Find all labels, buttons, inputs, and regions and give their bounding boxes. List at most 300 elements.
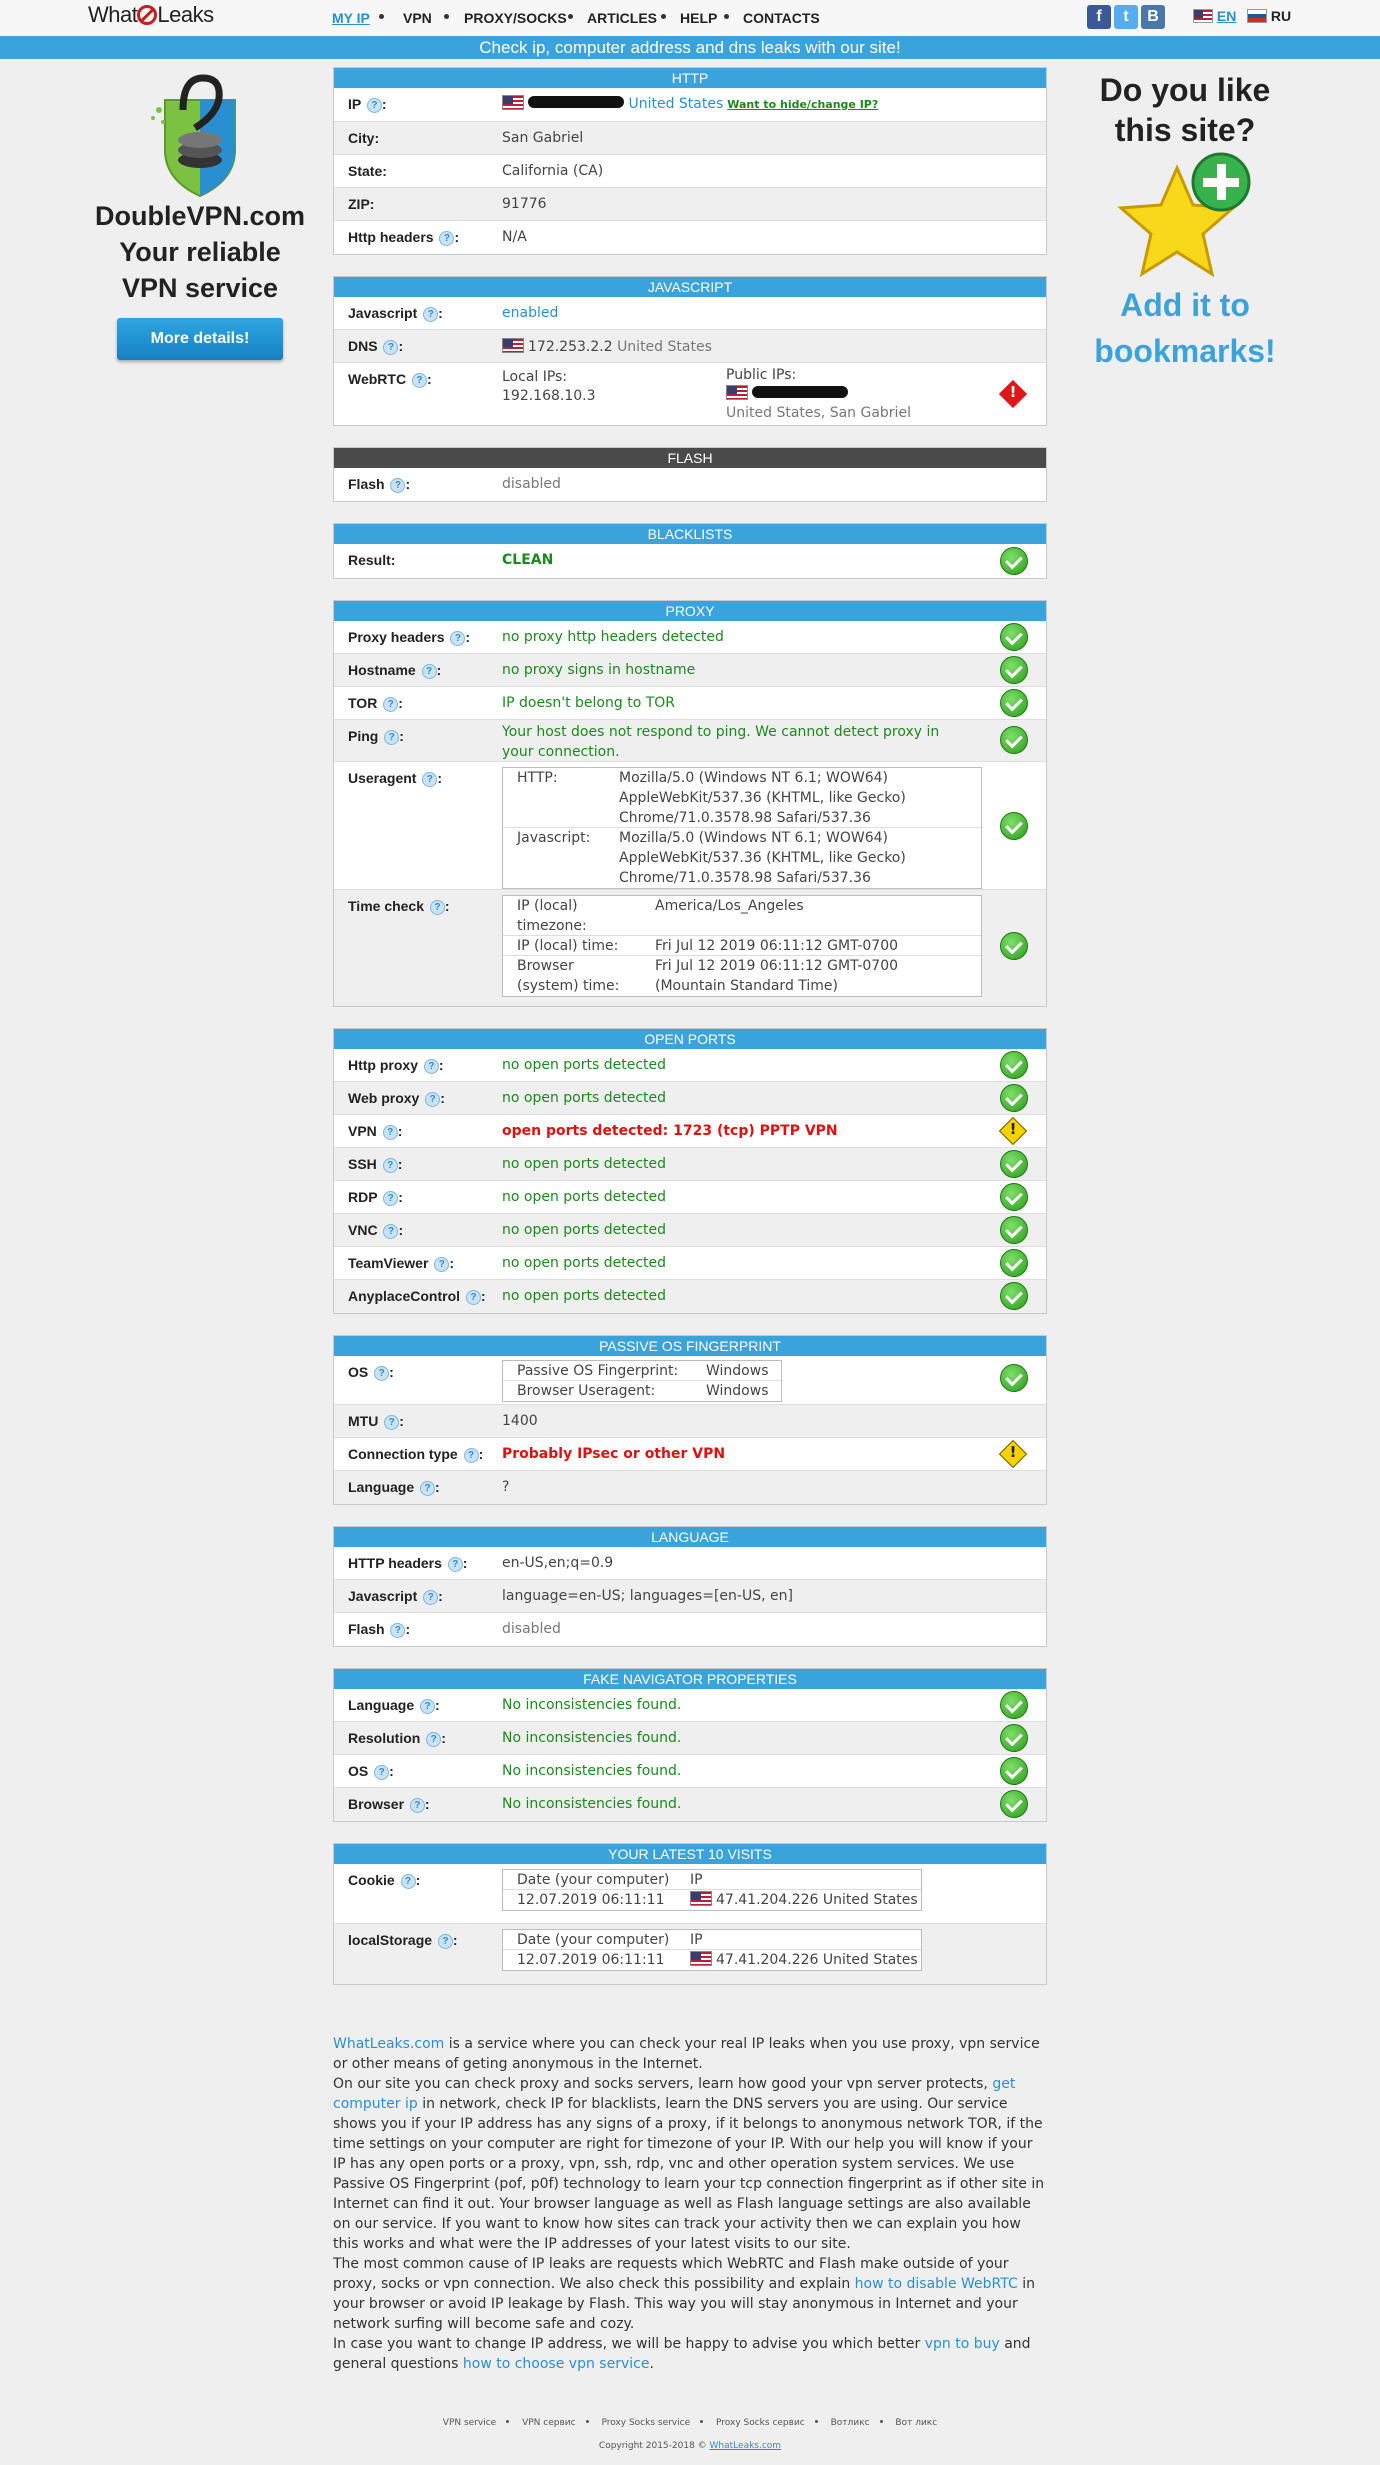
help-icon[interactable]: ? xyxy=(434,1257,449,1272)
vpn-to-buy-link[interactable]: vpn to buy xyxy=(924,2336,1000,2352)
localstorage-row xyxy=(334,1924,1046,1984)
browser-time-line-2: (Mountain Standard Time) xyxy=(655,978,838,994)
disable-webrtc-link[interactable]: how to disable WebRTC xyxy=(854,2276,1018,2292)
time-check-row xyxy=(334,890,1046,1006)
open-ports-section xyxy=(333,1028,1047,1314)
copyright-text: Copyright 2015-2018 © xyxy=(598,2441,710,2451)
port-row-rdp xyxy=(334,1181,1046,1214)
check-icon xyxy=(1000,1084,1028,1112)
fake-nav-value: No inconsistencies found. xyxy=(502,1730,682,1746)
promo-add-line-1: Add it to xyxy=(1120,287,1250,323)
check-icon xyxy=(1000,1364,1028,1392)
ip-label: IP xyxy=(348,96,361,112)
port-label: RDP xyxy=(348,1189,378,1205)
mtu-value: 1400 xyxy=(502,1413,538,1429)
us-flag-icon xyxy=(726,385,748,400)
help-icon[interactable]: ? xyxy=(401,1874,416,1889)
footer-separator xyxy=(700,2420,703,2423)
lang-flash-row xyxy=(334,1613,1046,1646)
top-navigation xyxy=(0,0,1380,36)
os-label: OS xyxy=(348,1364,369,1380)
javascript-label: Javascript xyxy=(348,305,418,321)
dns-label: DNS xyxy=(348,338,378,354)
ru-flag-icon xyxy=(1247,9,1267,23)
help-icon[interactable]: ? xyxy=(367,98,382,113)
port-row-anyplacecontrol xyxy=(334,1280,1046,1313)
ip-time-value: Fri Jul 12 2019 06:11:12 GMT-0700 xyxy=(655,938,899,954)
hostname-label: Hostname xyxy=(348,662,416,678)
footer-link-proxy-socks-ru[interactable]: Proxy Socks сервис xyxy=(716,2418,805,2428)
flash-label: Flash xyxy=(348,476,385,492)
row-label: OS ? : xyxy=(348,1763,394,1779)
us-flag-icon xyxy=(1193,9,1213,23)
row-label: TOR ? : xyxy=(348,695,403,711)
fake-nav-label: OS xyxy=(348,1763,369,1779)
help-icon[interactable]: ? xyxy=(383,1158,398,1173)
fake-nav-browser-row xyxy=(334,1788,1046,1821)
site-logo[interactable] xyxy=(88,2,214,28)
flash-section xyxy=(333,447,1047,502)
port-value: open ports detected: 1723 (tcp) PPTP VPN xyxy=(502,1123,838,1139)
tor-label: TOR xyxy=(348,695,378,711)
desc-para-3b: in your browser or avoid IP leakage by Flash. This way you will stay anonymous in Internet and your network surfing will become safe and cozy. xyxy=(333,2276,1035,2332)
mtu-label: MTU xyxy=(348,1413,379,1429)
help-icon[interactable]: ? xyxy=(466,1290,481,1305)
help-icon[interactable]: ? xyxy=(423,1590,438,1605)
help-icon[interactable]: ? xyxy=(420,1481,435,1496)
check-icon xyxy=(1000,689,1028,717)
help-icon[interactable]: ? xyxy=(425,1092,440,1107)
help-icon[interactable]: ? xyxy=(410,1798,425,1813)
timezone-label-line-2: timezone: xyxy=(517,918,587,934)
ua-js-line-3: Chrome/71.0.3578.98 Safari/537.36 xyxy=(619,870,871,886)
fake-navigator-section xyxy=(333,1668,1047,1822)
desc-para-4a: In case you want to change IP address, we will be happy to advise you which better xyxy=(333,2336,925,2352)
useragent-label: Useragent xyxy=(348,770,417,786)
row-label: Proxy headers ? : xyxy=(348,629,471,645)
whatleaks-link[interactable]: WhatLeaks.com xyxy=(333,2036,445,2052)
os-fingerprint-table xyxy=(502,1360,782,1402)
promo-question-line-1: Do you like xyxy=(1099,72,1271,108)
desc-para-2a: On our site you can check proxy and socks servers, learn how good your vpn server protects, xyxy=(333,2076,993,2092)
webrtc-label: WebRTC xyxy=(348,371,407,387)
local-ips xyxy=(502,368,596,406)
ping-value: Your host does not respond to ping. We cannot detect proxy in your connection. xyxy=(502,724,940,760)
fake-nav-label: Resolution xyxy=(348,1730,421,1746)
row-label: VPN ? : xyxy=(348,1123,403,1139)
time-check-label: Time check xyxy=(348,898,425,914)
local-ip-value: 192.168.10.3 xyxy=(502,388,596,404)
row-label: DNS ? : xyxy=(348,338,404,354)
promo-add-line-2: bookmarks! xyxy=(1094,333,1276,369)
http-headers-row xyxy=(334,221,1046,254)
row-label: localStorage ? : xyxy=(348,1932,458,1948)
help-icon[interactable]: ? xyxy=(390,1623,405,1638)
local-ips-label: Local IPs: xyxy=(502,369,568,385)
timezone-row xyxy=(503,896,981,936)
bookmark-promo[interactable] xyxy=(1080,70,1290,372)
visits-header-row xyxy=(503,1930,921,1950)
port-row-http-proxy xyxy=(334,1049,1046,1082)
flash-row xyxy=(334,468,1046,501)
port-row-vnc xyxy=(334,1214,1046,1247)
os-language-row xyxy=(334,1471,1046,1504)
row-label: HTTP headers ? : xyxy=(348,1555,468,1571)
nav-articles[interactable]: ARTICLES xyxy=(587,10,657,26)
browser-time-label-line-1: Browser xyxy=(517,958,574,974)
port-row-web-proxy xyxy=(334,1082,1046,1115)
visit-ip-value: 47.41.204.226 United States xyxy=(716,1892,918,1908)
row-label: OS ? : xyxy=(348,1364,394,1380)
row-label: Http proxy ? : xyxy=(348,1057,444,1073)
section-header: HTTP xyxy=(334,68,1046,88)
pof-label: Passive OS Fingerprint: xyxy=(517,1363,679,1379)
storage-visits-table xyxy=(502,1929,922,1971)
section-header: FLASH xyxy=(334,448,1046,468)
copyright-link[interactable]: WhatLeaks.com xyxy=(709,2441,782,2451)
row-label: Cookie ? : xyxy=(348,1872,421,1888)
browser-time-label-line-2: (system) time: xyxy=(517,978,620,994)
row-label: Browser ? : xyxy=(348,1796,430,1812)
port-row-vpn xyxy=(334,1115,1046,1148)
port-value: no open ports detected xyxy=(502,1090,667,1106)
os-row xyxy=(334,1356,1046,1405)
row-label: Resolution ? : xyxy=(348,1730,446,1746)
javascript-row xyxy=(334,297,1046,330)
port-label: Http proxy xyxy=(348,1057,418,1073)
blacklist-result-value: CLEAN xyxy=(502,552,554,568)
ip-country: United States xyxy=(628,96,724,112)
localstorage-label: localStorage xyxy=(348,1932,433,1948)
lang-en[interactable] xyxy=(1193,8,1236,24)
ping-label: Ping xyxy=(348,728,379,744)
browser-time-line-1: Fri Jul 12 2019 06:11:12 GMT-0700 xyxy=(655,958,899,974)
port-row-teamviewer xyxy=(334,1247,1046,1280)
help-icon[interactable]: ? xyxy=(464,1448,479,1463)
visit-ip xyxy=(690,1890,918,1910)
shield-logo-icon xyxy=(145,70,255,198)
section-header: JAVASCRIPT xyxy=(334,277,1046,297)
ua-http-value xyxy=(619,768,906,828)
desc-para-4c: . xyxy=(649,2356,654,2372)
cookie-label: Cookie xyxy=(348,1872,395,1888)
footer-link-proxy-socks[interactable]: Proxy Socks service xyxy=(601,2418,691,2428)
choose-vpn-link[interactable]: how to choose vpn service xyxy=(462,2356,650,2372)
timezone-label-line-1: IP (local) xyxy=(517,898,578,914)
proxy-headers-label: Proxy headers xyxy=(348,629,445,645)
port-value: no open ports detected xyxy=(502,1288,667,1304)
ip-value xyxy=(502,95,878,112)
useragent-row xyxy=(334,762,1046,890)
public-ips xyxy=(726,366,911,423)
section-header: PROXY xyxy=(334,601,1046,621)
connection-type-row xyxy=(334,1438,1046,1471)
footer-separator xyxy=(815,2420,818,2423)
check-icon xyxy=(1000,1150,1028,1178)
col-date-header: Date (your computer) xyxy=(517,1932,670,1948)
lang-flash-label: Flash xyxy=(348,1621,385,1637)
port-value: no open ports detected xyxy=(502,1189,667,1205)
desc-para-1: is a service where you can check your real IP leaks when you use proxy, vpn service or other means of geting anonymous in the Internet. xyxy=(333,2036,1040,2072)
port-value: no open ports detected xyxy=(502,1255,667,1271)
language-section xyxy=(333,1526,1047,1647)
tor-value: IP doesn't belong to TOR xyxy=(502,695,676,711)
help-icon[interactable]: ? xyxy=(423,307,438,322)
row-label: Connection type ? : xyxy=(348,1446,484,1462)
proxy-headers-value: no proxy http headers detected xyxy=(502,629,724,645)
twitter-icon[interactable]: t xyxy=(1114,5,1138,29)
hide-ip-link[interactable]: Want to hide/change IP? xyxy=(727,98,879,111)
zip-row xyxy=(334,188,1046,221)
col-ip-header: IP xyxy=(690,1932,703,1948)
ua-js-line-1: Mozilla/5.0 (Windows NT 6.1; WOW64) xyxy=(619,830,888,846)
nav-separator xyxy=(661,14,666,19)
row-label: Web proxy ? : xyxy=(348,1090,445,1106)
row-label: Http headers ? : xyxy=(348,229,460,245)
footer-link-whatleaks-ru-2[interactable]: Вот ликс xyxy=(895,2418,938,2428)
footer-link-vpn-service-ru[interactable]: VPN сервис xyxy=(522,2418,576,2428)
row-label: WebRTC ? : xyxy=(348,371,432,387)
check-icon xyxy=(1000,1282,1028,1310)
get-computer-ip-link[interactable]: get computer ip xyxy=(333,2076,1016,2112)
help-icon[interactable]: ? xyxy=(383,340,398,355)
help-icon[interactable]: ? xyxy=(426,1732,441,1747)
os-language-value: ? xyxy=(502,1479,510,1495)
doublevpn-ad[interactable] xyxy=(85,70,315,360)
row-label: Time check ? : xyxy=(348,898,450,914)
help-icon[interactable]: ? xyxy=(424,1059,439,1074)
http-headers-value: N/A xyxy=(502,229,527,245)
copyright xyxy=(0,2441,1380,2451)
fake-nav-value: No inconsistencies found. xyxy=(502,1763,682,1779)
lang-http-value: en-US,en;q=0.9 xyxy=(502,1555,614,1571)
help-icon[interactable]: ? xyxy=(438,1934,453,1949)
port-label: VNC xyxy=(348,1222,378,1238)
http-section xyxy=(333,67,1047,255)
section-header: YOUR LATEST 10 VISITS xyxy=(334,1844,1046,1864)
us-flag-icon xyxy=(690,1951,712,1966)
row-label: TeamViewer ? : xyxy=(348,1255,454,1271)
help-icon[interactable]: ? xyxy=(439,231,454,246)
visits-header-row xyxy=(503,1870,921,1890)
redacted-ip xyxy=(752,386,848,398)
lang-http-row xyxy=(334,1547,1046,1580)
city-label: City: xyxy=(348,130,380,146)
browser-time-row xyxy=(503,956,981,996)
section-header: PASSIVE OS FINGERPRINT xyxy=(334,1336,1046,1356)
webrtc-leak-alert-icon: ! xyxy=(998,379,1028,409)
ua-js-value xyxy=(619,828,906,888)
check-icon xyxy=(1000,1216,1028,1244)
hostname-value: no proxy signs in hostname xyxy=(502,662,696,678)
mtu-row xyxy=(334,1405,1046,1438)
help-icon[interactable]: ? xyxy=(420,1699,435,1714)
footer-links xyxy=(0,2418,1380,2428)
footer-separator xyxy=(586,2420,589,2423)
facebook-icon[interactable]: f xyxy=(1087,5,1111,29)
help-icon[interactable]: ? xyxy=(422,772,437,787)
public-ip-location: United States, San Gabriel xyxy=(726,405,911,421)
page-banner: Check ip, computer address and dns leaks with our site! xyxy=(0,36,1380,59)
help-icon[interactable]: ? xyxy=(374,1366,389,1381)
nav-vpn[interactable]: VPN xyxy=(403,10,432,26)
dns-value xyxy=(502,338,712,355)
proxy-section xyxy=(333,600,1047,1007)
help-icon[interactable]: ? xyxy=(448,1557,463,1572)
lang-ru-label: RU xyxy=(1270,8,1292,24)
useragent-table xyxy=(502,767,982,889)
nav-contacts[interactable]: CONTACTS xyxy=(743,10,820,26)
lang-ru[interactable] xyxy=(1247,8,1291,24)
warning-icon: ! xyxy=(998,1116,1028,1146)
browser-ua-label: Browser Useragent: xyxy=(517,1383,656,1399)
port-label: TeamViewer xyxy=(348,1255,429,1271)
check-icon xyxy=(1000,623,1028,651)
lang-js-label: Javascript xyxy=(348,1588,418,1604)
browser-time-value xyxy=(655,956,898,996)
help-icon[interactable]: ? xyxy=(383,1125,398,1140)
ua-http-label: HTTP: xyxy=(517,770,558,786)
redacted-ip xyxy=(528,96,624,108)
vkontakte-icon[interactable]: B xyxy=(1141,5,1165,29)
ping-row xyxy=(334,720,1046,762)
row-label: MTU ? : xyxy=(348,1413,404,1429)
fake-nav-value: No inconsistencies found. xyxy=(502,1697,682,1713)
section-header: OPEN PORTS xyxy=(334,1029,1046,1049)
help-icon[interactable]: ? xyxy=(450,631,465,646)
ua-js-row xyxy=(503,828,981,888)
city-row xyxy=(334,122,1046,155)
hostname-row xyxy=(334,654,1046,687)
row-label: Ping ? : xyxy=(348,728,404,744)
row-label: Flash ? : xyxy=(348,1621,411,1637)
port-label: Web proxy xyxy=(348,1090,420,1106)
cookie-visits-table xyxy=(502,1869,922,1911)
port-value: no open ports detected xyxy=(502,1156,667,1172)
javascript-section xyxy=(333,276,1047,426)
main-column xyxy=(333,67,1047,2006)
help-icon[interactable]: ? xyxy=(383,1191,398,1206)
section-header: LANGUAGE xyxy=(334,1527,1046,1547)
lang-en-label: EN xyxy=(1216,8,1237,24)
row-label: Language ? : xyxy=(348,1697,440,1713)
fake-nav-os-row xyxy=(334,1755,1046,1788)
fake-nav-resolution-row xyxy=(334,1722,1046,1755)
check-icon xyxy=(1000,1051,1028,1079)
help-icon[interactable]: ? xyxy=(422,664,437,679)
footer-link-whatleaks-ru[interactable]: Вотликс xyxy=(830,2418,870,2428)
dns-country: United States xyxy=(617,339,712,355)
help-icon[interactable]: ? xyxy=(383,697,398,712)
port-value: no open ports detected xyxy=(502,1057,667,1073)
check-icon xyxy=(1000,1757,1028,1785)
browser-ua-value: Windows xyxy=(706,1383,769,1399)
help-icon[interactable]: ? xyxy=(384,1415,399,1430)
proxy-headers-row xyxy=(334,621,1046,654)
lang-js-row xyxy=(334,1580,1046,1613)
us-flag-icon xyxy=(502,338,524,353)
ad-title-line-3: VPN service xyxy=(121,273,279,303)
nav-help[interactable]: HELP xyxy=(680,10,718,26)
col-date-header: Date (your computer) xyxy=(517,1872,670,1888)
lang-js-value: language=en-US; languages=[en-US, en] xyxy=(502,1588,793,1604)
more-details-button[interactable]: More details! xyxy=(117,318,283,360)
blacklists-section xyxy=(333,523,1047,579)
warning-icon: ! xyxy=(998,1439,1028,1469)
timezone-value: America/Los_Angeles xyxy=(655,898,804,914)
nav-proxy-socks[interactable]: PROXY/SOCKS xyxy=(464,10,567,26)
result-label: Result: xyxy=(348,552,396,568)
nav-separator xyxy=(379,14,384,19)
port-label: SSH xyxy=(348,1156,377,1172)
visit-row xyxy=(503,1950,921,1970)
help-icon[interactable]: ? xyxy=(390,478,405,493)
ip-time-label: IP (local) time: xyxy=(517,938,619,954)
col-ip-header: IP xyxy=(690,1872,703,1888)
check-icon xyxy=(1000,1691,1028,1719)
logo-text-what: What xyxy=(88,2,138,27)
help-icon[interactable]: ? xyxy=(374,1765,389,1780)
browser-time-label xyxy=(517,956,619,996)
port-row-ssh xyxy=(334,1148,1046,1181)
flash-value: disabled xyxy=(502,476,561,492)
logo-text-leaks: Leaks xyxy=(157,2,214,27)
nav-my-ip[interactable]: MY IP xyxy=(332,10,370,26)
star-add-icon xyxy=(1115,150,1255,280)
lang-flash-value: disabled xyxy=(502,1621,561,1637)
us-flag-icon xyxy=(502,95,524,110)
row-label: Hostname ? : xyxy=(348,662,442,678)
site-description xyxy=(333,2034,1047,2374)
nav-separator xyxy=(724,14,729,19)
help-icon[interactable]: ? xyxy=(412,373,427,388)
ua-http-line-1: Mozilla/5.0 (Windows NT 6.1; WOW64) xyxy=(619,770,888,786)
check-icon xyxy=(1000,1790,1028,1818)
help-icon[interactable]: ? xyxy=(384,730,399,745)
row-label: AnyplaceControl ? : xyxy=(348,1288,486,1304)
check-icon xyxy=(1000,656,1028,684)
check-icon xyxy=(1000,1183,1028,1211)
section-header: FAKE NAVIGATOR PROPERTIES xyxy=(334,1669,1046,1689)
port-value: no open ports detected xyxy=(502,1222,667,1238)
check-icon xyxy=(1000,1249,1028,1277)
row-label: SSH ? : xyxy=(348,1156,403,1172)
dns-row xyxy=(334,330,1046,363)
row-label: Javascript ? : xyxy=(348,1588,443,1604)
ua-http-line-3: Chrome/71.0.3578.98 Safari/537.36 xyxy=(619,810,871,826)
state-value: California (CA) xyxy=(502,163,604,179)
check-icon xyxy=(1000,547,1028,575)
check-icon xyxy=(1000,726,1028,754)
javascript-value: enabled xyxy=(502,305,559,321)
footer-link-vpn-service[interactable]: VPN service xyxy=(442,2418,497,2428)
city-value: San Gabriel xyxy=(502,130,584,146)
state-row xyxy=(334,155,1046,188)
desc-para-4b: and general questions xyxy=(333,2336,1031,2372)
http-headers-label: Http headers xyxy=(348,229,434,245)
help-icon[interactable]: ? xyxy=(430,900,445,915)
ad-title-line-1: DoubleVPN.com xyxy=(94,201,306,231)
ip-row xyxy=(334,88,1046,122)
nav-separator xyxy=(568,14,573,19)
fake-nav-value: No inconsistencies found. xyxy=(502,1796,682,1812)
check-icon xyxy=(1000,812,1028,840)
help-icon[interactable]: ? xyxy=(383,1224,398,1239)
lang-http-label: HTTP headers xyxy=(348,1555,442,1571)
zip-label: ZIP: xyxy=(348,196,375,212)
check-icon xyxy=(1000,1724,1028,1752)
timezone-label xyxy=(517,896,587,936)
